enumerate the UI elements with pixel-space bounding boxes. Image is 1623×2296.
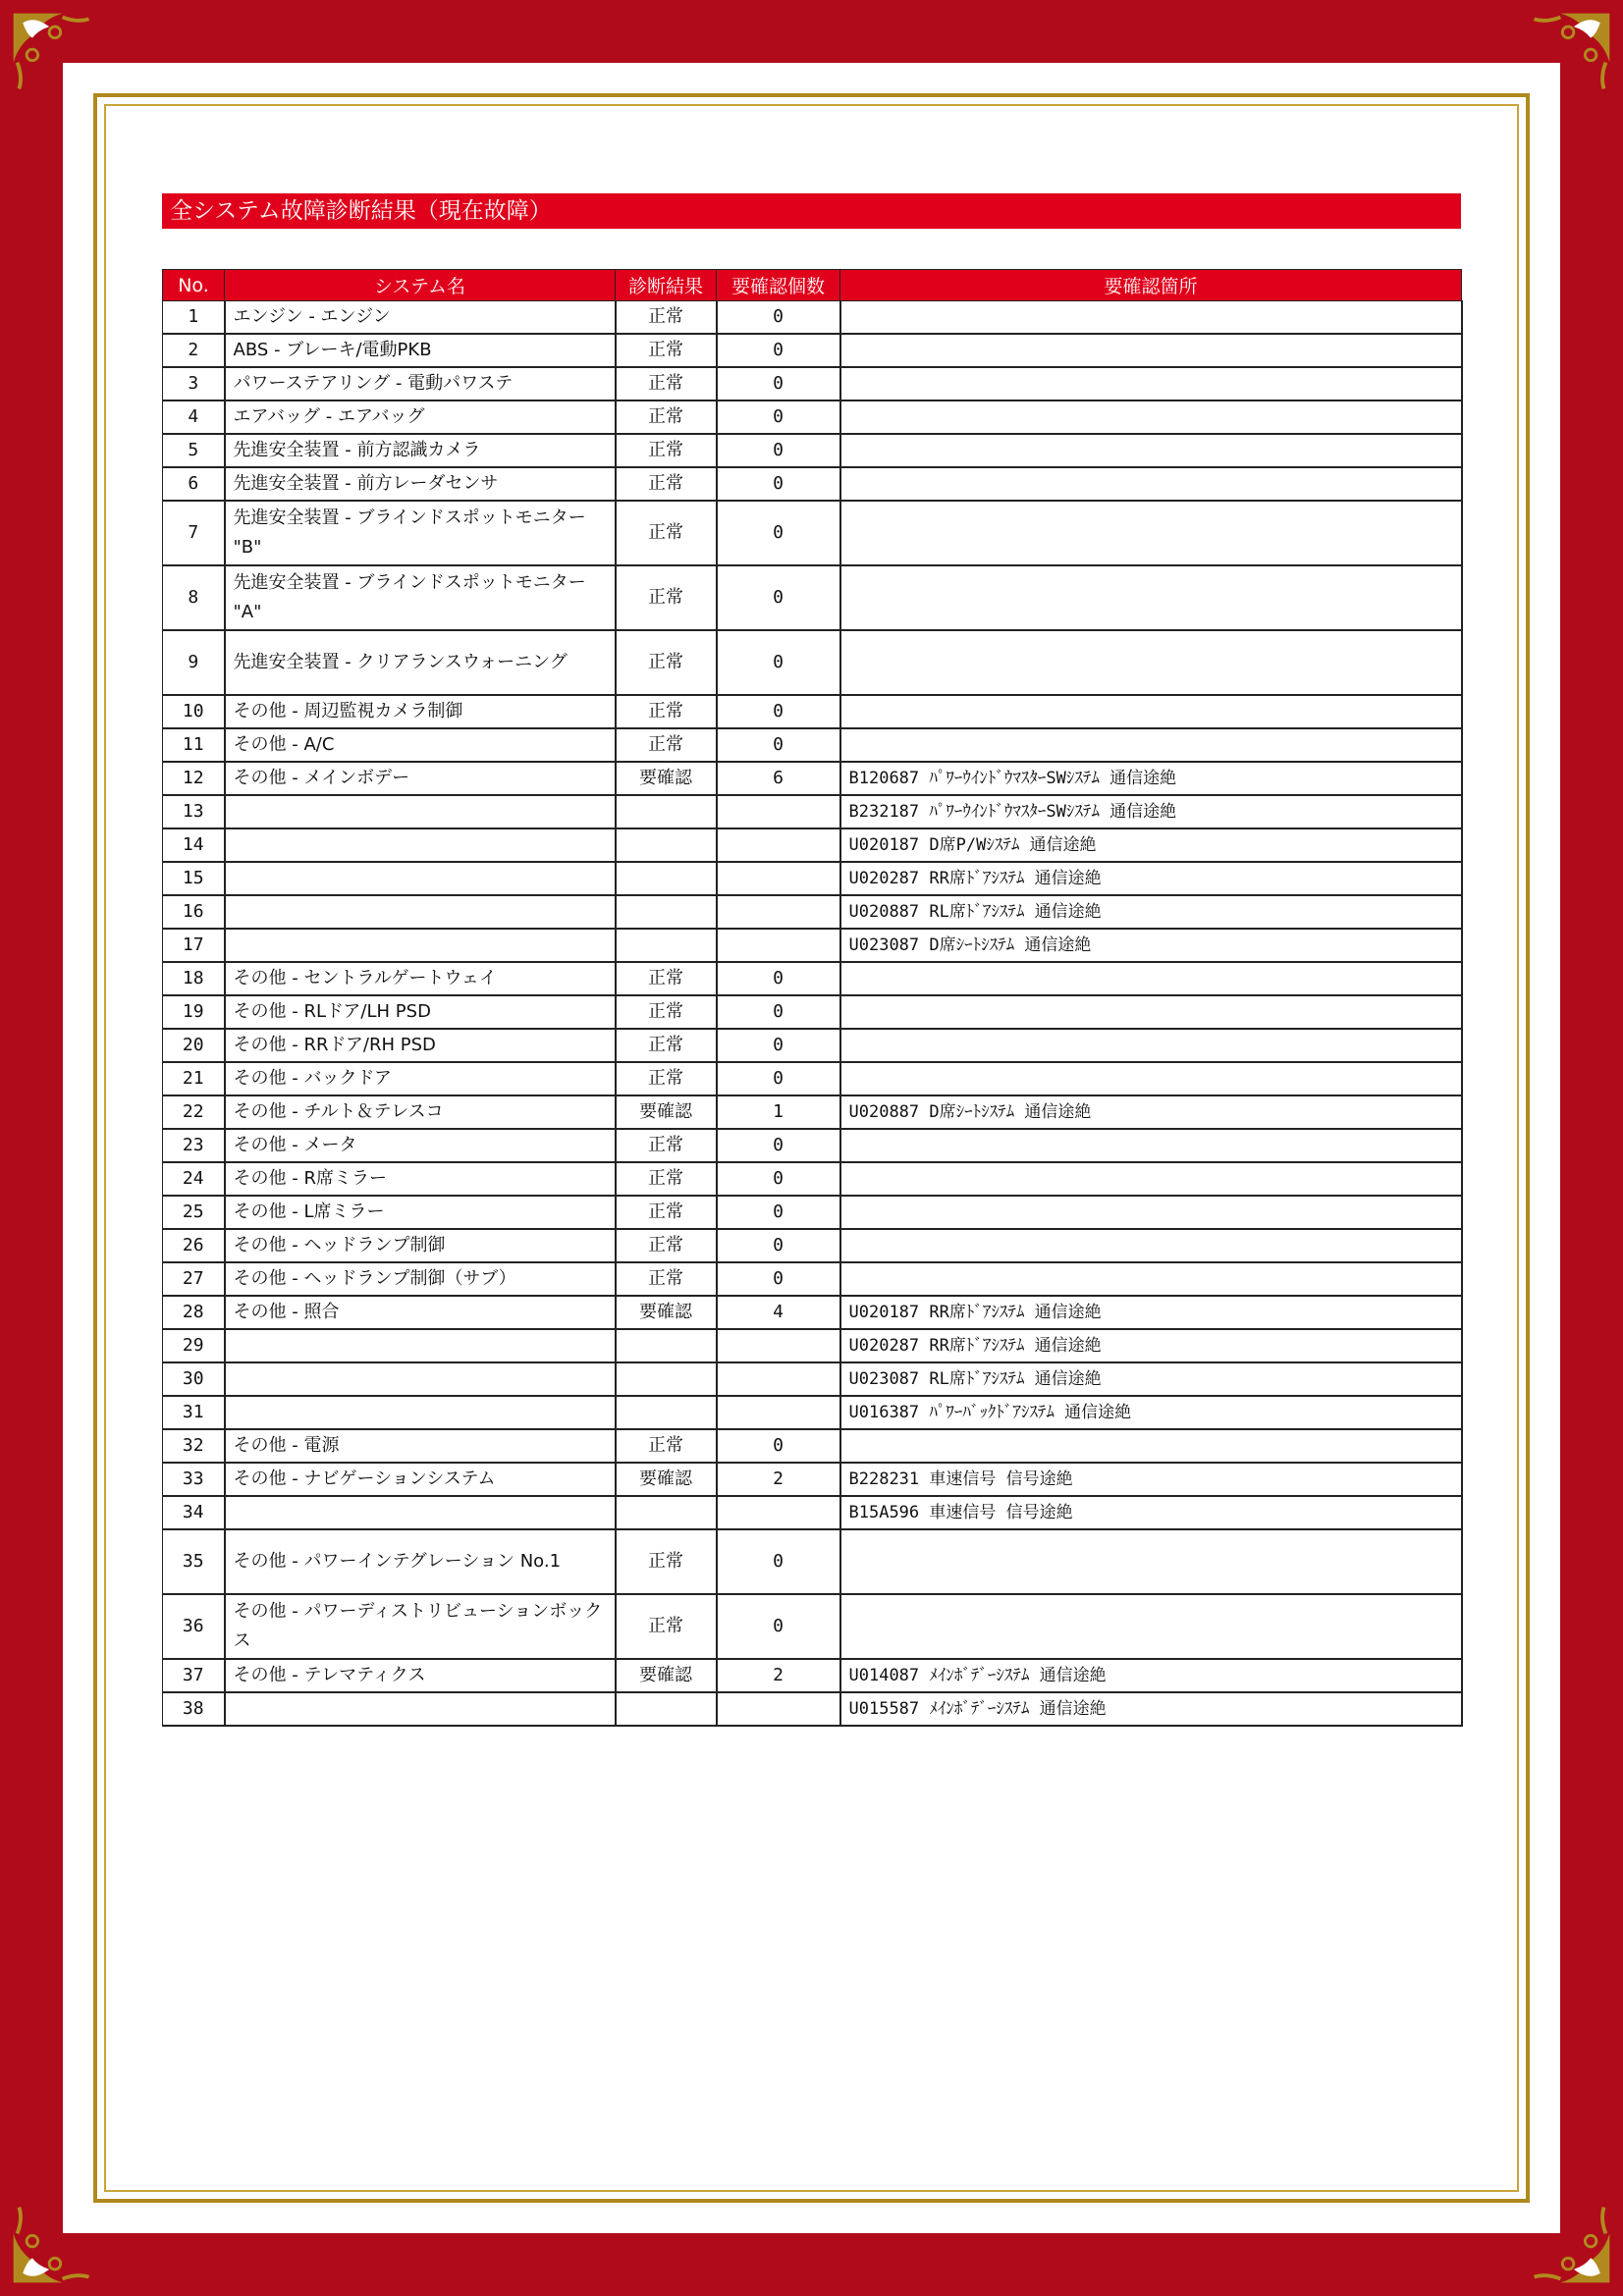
cell-no: 15 <box>163 862 225 895</box>
table-row <box>163 962 1462 995</box>
cell-check-location <box>840 467 1462 501</box>
cell-check-location <box>840 400 1462 434</box>
cell-result <box>616 1396 717 1429</box>
cell-check-count: 0 <box>717 630 840 695</box>
cell-no: 21 <box>163 1062 225 1095</box>
cell-result <box>616 795 717 828</box>
corner-ornament-top-left <box>6 6 100 100</box>
cell-system-name: 先進安全装置 - 前方レーダセンサ <box>225 467 616 501</box>
cell-system-name: その他 - メインボデー <box>225 762 616 795</box>
cell-result <box>616 1496 717 1529</box>
table-row <box>163 1129 1462 1162</box>
table-row <box>163 862 1462 895</box>
cell-check-count: 0 <box>717 434 840 467</box>
table-row <box>163 1529 1462 1594</box>
cell-check-location: U014087 ﾒｲﾝﾎﾞﾃﾞｰｼｽﾃﾑ 通信途絶 <box>840 1659 1462 1692</box>
header-result: 診断結果 <box>616 270 717 301</box>
cell-check-count: 0 <box>717 400 840 434</box>
cell-result: 正常 <box>616 434 717 467</box>
cell-check-location <box>840 565 1462 630</box>
cell-no: 5 <box>163 434 225 467</box>
table-row <box>163 334 1462 367</box>
cell-check-count: 0 <box>717 1594 840 1659</box>
cell-no: 16 <box>163 895 225 929</box>
cell-check-location <box>840 334 1462 367</box>
cell-result <box>616 862 717 895</box>
cell-system-name: 先進安全装置 - ブラインドスポットモニター "A" <box>225 565 616 630</box>
cell-system-name: その他 - A/C <box>225 728 616 762</box>
cell-check-count <box>717 795 840 828</box>
cell-result: 正常 <box>616 1129 717 1162</box>
cell-check-location <box>840 501 1462 565</box>
table-row <box>163 630 1462 695</box>
cell-result <box>616 1692 717 1726</box>
cell-no: 14 <box>163 828 225 862</box>
cell-no: 32 <box>163 1429 225 1463</box>
cell-system-name <box>225 1396 616 1429</box>
cell-check-location: U023087 D席ｼｰﾄｼｽﾃﾑ 通信途絶 <box>840 929 1462 962</box>
cell-check-location: U020887 RL席ﾄﾞｱｼｽﾃﾑ 通信途絶 <box>840 895 1462 929</box>
cell-no: 6 <box>163 467 225 501</box>
cell-system-name <box>225 929 616 962</box>
cell-check-location: U015587 ﾒｲﾝﾎﾞﾃﾞｰｼｽﾃﾑ 通信途絶 <box>840 1692 1462 1726</box>
cell-no: 3 <box>163 367 225 400</box>
cell-check-count: 0 <box>717 1129 840 1162</box>
cell-result: 正常 <box>616 1029 717 1062</box>
table-row <box>163 1296 1462 1329</box>
cell-check-location <box>840 367 1462 400</box>
cell-check-count <box>717 929 840 962</box>
cell-check-location: B232187 ﾊﾟﾜｰｳｲﾝﾄﾞｳﾏｽﾀｰSWｼｽﾃﾑ 通信途絶 <box>840 795 1462 828</box>
cell-system-name: その他 - メータ <box>225 1129 616 1162</box>
cell-no: 11 <box>163 728 225 762</box>
cell-result: 正常 <box>616 1529 717 1594</box>
cell-check-location <box>840 1162 1462 1196</box>
cell-result: 正常 <box>616 695 717 728</box>
header-system-name: システム名 <box>225 270 616 301</box>
cell-check-count: 0 <box>717 1029 840 1062</box>
cell-no: 10 <box>163 695 225 728</box>
cell-system-name <box>225 1329 616 1362</box>
cell-check-count: 4 <box>717 1296 840 1329</box>
cell-check-location: U020187 D席P/Wｼｽﾃﾑ 通信途絶 <box>840 828 1462 862</box>
cell-check-location <box>840 1262 1462 1296</box>
cell-check-count: 0 <box>717 467 840 501</box>
cell-system-name: その他 - チルト＆テレスコ <box>225 1095 616 1129</box>
cell-check-location <box>840 301 1462 335</box>
cell-no: 8 <box>163 565 225 630</box>
table-row <box>163 762 1462 795</box>
table-row <box>163 895 1462 929</box>
cell-result: 要確認 <box>616 1296 717 1329</box>
cell-no: 1 <box>163 301 225 335</box>
cell-check-location <box>840 1029 1462 1062</box>
table-row <box>163 1692 1462 1726</box>
cell-no: 17 <box>163 929 225 962</box>
cell-system-name: その他 - ヘッドランプ制御（サブ） <box>225 1262 616 1296</box>
cell-result: 正常 <box>616 995 717 1029</box>
cell-no: 27 <box>163 1262 225 1296</box>
cell-no: 37 <box>163 1659 225 1692</box>
cell-no: 2 <box>163 334 225 367</box>
cell-system-name <box>225 862 616 895</box>
table-row <box>163 301 1462 335</box>
cell-no: 36 <box>163 1594 225 1659</box>
cell-check-location <box>840 630 1462 695</box>
cell-system-name <box>225 895 616 929</box>
cell-result: 要確認 <box>616 1463 717 1496</box>
cell-check-count: 0 <box>717 1529 840 1594</box>
cell-check-location <box>840 1196 1462 1229</box>
cell-check-count <box>717 1329 840 1362</box>
table-row <box>163 501 1462 565</box>
cell-check-location <box>840 995 1462 1029</box>
cell-check-count: 0 <box>717 1429 840 1463</box>
table-row <box>163 1659 1462 1692</box>
cell-result: 正常 <box>616 1262 717 1296</box>
cell-check-count: 0 <box>717 301 840 335</box>
cell-no: 13 <box>163 795 225 828</box>
table-row <box>163 695 1462 728</box>
table-row <box>163 1229 1462 1262</box>
cell-no: 30 <box>163 1362 225 1396</box>
cell-no: 7 <box>163 501 225 565</box>
table-row <box>163 1396 1462 1429</box>
cell-result: 要確認 <box>616 1659 717 1692</box>
table-row <box>163 1095 1462 1129</box>
table-row <box>163 1262 1462 1296</box>
cell-check-count: 0 <box>717 1229 840 1262</box>
cell-check-location: U020187 RR席ﾄﾞｱｼｽﾃﾑ 通信途絶 <box>840 1296 1462 1329</box>
cell-result: 要確認 <box>616 762 717 795</box>
cell-check-count: 0 <box>717 1196 840 1229</box>
cell-check-count: 2 <box>717 1463 840 1496</box>
cell-check-location <box>840 1529 1462 1594</box>
cell-check-location: U023087 RL席ﾄﾞｱｼｽﾃﾑ 通信途絶 <box>840 1362 1462 1396</box>
cell-result <box>616 1329 717 1362</box>
cell-check-count <box>717 895 840 929</box>
cell-system-name <box>225 1362 616 1396</box>
cell-check-location <box>840 962 1462 995</box>
table-header-row <box>163 270 1462 301</box>
cell-check-count: 0 <box>717 1062 840 1095</box>
cell-system-name: 先進安全装置 - 前方認識カメラ <box>225 434 616 467</box>
cell-system-name: その他 - バックドア <box>225 1062 616 1095</box>
cell-system-name <box>225 828 616 862</box>
cell-check-location <box>840 1429 1462 1463</box>
cell-result: 要確認 <box>616 1095 717 1129</box>
cell-result <box>616 929 717 962</box>
cell-check-count: 0 <box>717 565 840 630</box>
cell-system-name: その他 - RLドア/LH PSD <box>225 995 616 1029</box>
table-body <box>163 301 1462 1727</box>
cell-no: 4 <box>163 400 225 434</box>
cell-result <box>616 1362 717 1396</box>
cell-check-count: 2 <box>717 1659 840 1692</box>
cell-check-count: 0 <box>717 695 840 728</box>
cell-check-location: U020287 RR席ﾄﾞｱｼｽﾃﾑ 通信途絶 <box>840 862 1462 895</box>
cell-check-count: 0 <box>717 367 840 400</box>
cell-system-name: その他 - パワーインテグレーション No.1 <box>225 1529 616 1594</box>
cell-system-name: パワーステアリング - 電動パワステ <box>225 367 616 400</box>
cell-check-location: B120687 ﾊﾟﾜｰｳｲﾝﾄﾞｳﾏｽﾀｰSWｼｽﾃﾑ 通信途絶 <box>840 762 1462 795</box>
table-row <box>163 1196 1462 1229</box>
report-title: 全システム故障診断結果（現在故障） <box>162 193 1461 229</box>
cell-no: 9 <box>163 630 225 695</box>
cell-system-name: エアバッグ - エアバッグ <box>225 400 616 434</box>
cell-result: 正常 <box>616 630 717 695</box>
table-row <box>163 1429 1462 1463</box>
cell-check-location <box>840 695 1462 728</box>
cell-check-location: U020887 D席ｼｰﾄｼｽﾃﾑ 通信途絶 <box>840 1095 1462 1129</box>
table-row <box>163 795 1462 828</box>
cell-result <box>616 828 717 862</box>
table-row <box>163 929 1462 962</box>
table-row <box>163 1162 1462 1196</box>
cell-result: 正常 <box>616 367 717 400</box>
header-check-location: 要確認箇所 <box>840 270 1462 301</box>
table-row <box>163 1594 1462 1659</box>
cell-system-name: その他 - 電源 <box>225 1429 616 1463</box>
cell-result: 正常 <box>616 400 717 434</box>
cell-result: 正常 <box>616 728 717 762</box>
cell-system-name: その他 - RRドア/RH PSD <box>225 1029 616 1062</box>
cell-no: 22 <box>163 1095 225 1129</box>
cell-no: 25 <box>163 1196 225 1229</box>
cell-check-count: 0 <box>717 1262 840 1296</box>
cell-check-location: B228231 車速信号 信号途絶 <box>840 1463 1462 1496</box>
cell-system-name: その他 - ナビゲーションシステム <box>225 1463 616 1496</box>
cell-no: 20 <box>163 1029 225 1062</box>
cell-check-count: 0 <box>717 962 840 995</box>
header-no: No. <box>163 270 225 301</box>
cell-no: 12 <box>163 762 225 795</box>
cell-system-name <box>225 795 616 828</box>
cell-no: 26 <box>163 1229 225 1262</box>
cell-result: 正常 <box>616 1062 717 1095</box>
cell-check-location <box>840 1594 1462 1659</box>
cell-check-count: 0 <box>717 501 840 565</box>
cell-result: 正常 <box>616 1229 717 1262</box>
cell-check-location <box>840 1129 1462 1162</box>
table-row <box>163 367 1462 400</box>
cell-no: 34 <box>163 1496 225 1529</box>
cell-system-name: ABS - ブレーキ/電動PKB <box>225 334 616 367</box>
cell-check-location: U016387 ﾊﾟﾜｰﾊﾞｯｸﾄﾞｱｼｽﾃﾑ 通信途絶 <box>840 1396 1462 1429</box>
corner-ornament-bottom-right <box>1523 2196 1617 2290</box>
header-check-count: 要確認個数 <box>717 270 840 301</box>
cell-check-count: 0 <box>717 334 840 367</box>
cell-check-count: 6 <box>717 762 840 795</box>
cell-result: 正常 <box>616 301 717 335</box>
corner-ornament-bottom-left <box>6 2196 100 2290</box>
cell-check-location <box>840 1062 1462 1095</box>
cell-system-name: その他 - 周辺監視カメラ制御 <box>225 695 616 728</box>
diagnosis-table <box>162 269 1463 1727</box>
cell-result: 正常 <box>616 962 717 995</box>
table-row <box>163 1029 1462 1062</box>
table-row <box>163 1463 1462 1496</box>
cell-check-location <box>840 1229 1462 1262</box>
cell-check-count: 0 <box>717 728 840 762</box>
cell-system-name: エンジン - エンジン <box>225 301 616 335</box>
cell-no: 38 <box>163 1692 225 1726</box>
table-row <box>163 1329 1462 1362</box>
cell-check-location <box>840 728 1462 762</box>
cell-check-count: 0 <box>717 1162 840 1196</box>
cell-system-name: その他 - 照合 <box>225 1296 616 1329</box>
cell-result: 正常 <box>616 501 717 565</box>
cell-result: 正常 <box>616 467 717 501</box>
cell-check-count: 0 <box>717 995 840 1029</box>
cell-system-name: その他 - ヘッドランプ制御 <box>225 1229 616 1262</box>
cell-result: 正常 <box>616 334 717 367</box>
table-row <box>163 434 1462 467</box>
cell-check-location: B15A596 車速信号 信号途絶 <box>840 1496 1462 1529</box>
cell-system-name: 先進安全装置 - ブラインドスポットモニター "B" <box>225 501 616 565</box>
cell-no: 29 <box>163 1329 225 1362</box>
cell-no: 19 <box>163 995 225 1029</box>
cell-check-count <box>717 828 840 862</box>
table-row <box>163 400 1462 434</box>
cell-no: 23 <box>163 1129 225 1162</box>
cell-system-name: その他 - L席ミラー <box>225 1196 616 1229</box>
cell-no: 24 <box>163 1162 225 1196</box>
table-row <box>163 467 1462 501</box>
cell-system-name <box>225 1496 616 1529</box>
cell-no: 31 <box>163 1396 225 1429</box>
table-row <box>163 1496 1462 1529</box>
corner-ornament-top-right <box>1523 6 1617 100</box>
cell-result: 正常 <box>616 1162 717 1196</box>
cell-system-name: その他 - テレマティクス <box>225 1659 616 1692</box>
cell-no: 35 <box>163 1529 225 1594</box>
cell-system-name: その他 - R席ミラー <box>225 1162 616 1196</box>
table-row <box>163 995 1462 1029</box>
cell-check-count <box>717 1396 840 1429</box>
table-row <box>163 565 1462 630</box>
cell-check-location: U020287 RR席ﾄﾞｱｼｽﾃﾑ 通信途絶 <box>840 1329 1462 1362</box>
cell-system-name: 先進安全装置 - クリアランスウォーニング <box>225 630 616 695</box>
cell-system-name: その他 - セントラルゲートウェイ <box>225 962 616 995</box>
cell-system-name: その他 - パワーディストリビューションボックス <box>225 1594 616 1659</box>
cell-result: 正常 <box>616 1429 717 1463</box>
cell-no: 33 <box>163 1463 225 1496</box>
cell-check-count <box>717 1692 840 1726</box>
cell-result: 正常 <box>616 1594 717 1659</box>
table-row <box>163 1062 1462 1095</box>
cell-check-location <box>840 434 1462 467</box>
table-row <box>163 828 1462 862</box>
cell-no: 28 <box>163 1296 225 1329</box>
cell-result: 正常 <box>616 565 717 630</box>
table-row <box>163 728 1462 762</box>
cell-result: 正常 <box>616 1196 717 1229</box>
cell-check-count <box>717 1362 840 1396</box>
cell-check-count <box>717 1496 840 1529</box>
cell-result <box>616 895 717 929</box>
table-row <box>163 1362 1462 1396</box>
cell-check-count <box>717 862 840 895</box>
cell-system-name <box>225 1692 616 1726</box>
cell-no: 18 <box>163 962 225 995</box>
cell-check-count: 1 <box>717 1095 840 1129</box>
